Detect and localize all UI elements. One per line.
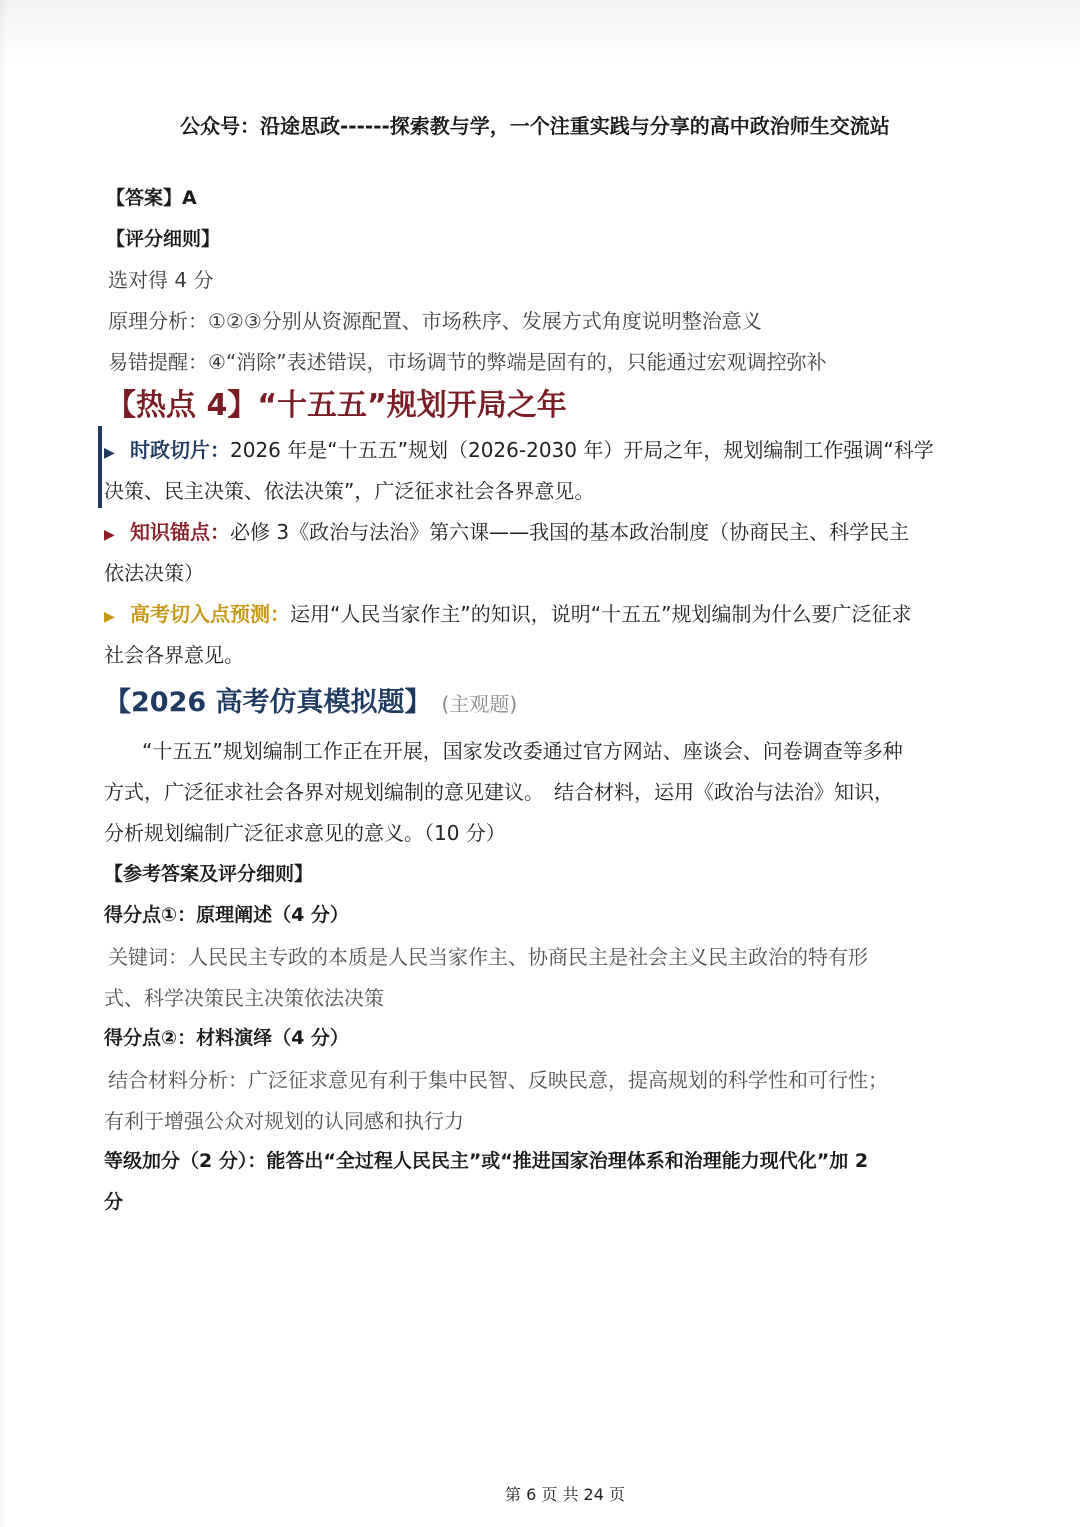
scoring-line-3: 易错提醒：④“消除”表述错误，市场调节的弊端是固有的，只能通过宏观调控弥补 <box>108 350 827 374</box>
bullet-3-label: 高考切入点预测： <box>130 602 290 626</box>
bullet-1-text: 2026 年是“十五五”规划（2026-2030 年）开局之年，规划编制工作强调“科学 <box>230 438 934 462</box>
bullet-3-text: 运用“人民当家作主”的知识，说明“十五五”规划编制为什么要广泛征求 <box>290 602 912 626</box>
scoring-title: 【评分细则】 <box>106 228 221 250</box>
question-line-2: 方式，广泛征求社会各界对规划编制的意见建议。 结合材料，运用《政治与法治》知识， <box>104 780 894 804</box>
question-line-3: 分析规划编制广泛征求意见的意义。（10 分） <box>104 821 506 845</box>
point-1-line-2: 式、科学决策民主决策依法决策 <box>104 986 384 1010</box>
bullet-1-label: 时政切片： <box>130 438 230 462</box>
scoring-line-2: 原理分析：①②③分别从资源配置、市场秩序、发展方式角度说明整治意义 <box>108 309 762 333</box>
point-2-line-1: 结合材料分析：广泛征求意见有利于集中民智、反映民意，提高规划的科学性和可行性； <box>108 1068 888 1092</box>
hotspot-title: 【热点 4】“十五五”规划开局之年 <box>106 388 567 423</box>
page-header: 公众号：沿途思政------探索教与学，一个注重实践与分享的高中政治师生交流站 <box>180 114 890 138</box>
triangle-bullet-icon: ▶ <box>104 527 115 543</box>
bullet-1-line-1 <box>104 434 934 463</box>
bullet-3-line-2: 社会各界意见。 <box>104 643 244 667</box>
point-2-title: 得分点②：材料演绎（4 分） <box>104 1027 349 1049</box>
triangle-bullet-icon: ▶ <box>104 609 115 625</box>
simulation-title-text: 【2026 高考仿真模拟题】 <box>104 687 432 718</box>
bullet-2-label: 知识锚点： <box>130 520 230 544</box>
bullet-2-line-1 <box>104 516 909 545</box>
scoring-line-1: 选对得 4 分 <box>108 268 214 292</box>
answer-line: 【答案】A <box>106 187 197 209</box>
triangle-bullet-icon: ▶ <box>104 445 115 461</box>
simulation-title <box>104 680 517 719</box>
bullet-3-line-1 <box>104 598 911 627</box>
bonus-line-2: 分 <box>104 1191 124 1213</box>
bonus-line-1: 等级加分（2 分）：能答出“全过程人民民主”或“推进国家治理体系和治理能力现代化”加 2 <box>104 1150 869 1172</box>
bullet-2-text: 必修 3《政治与法治》第六课——我国的基本政治制度（协商民主、科学民主 <box>230 520 910 544</box>
question-line-1: “十五五”规划编制工作正在开展，国家发改委通过官方网站、座谈会、问卷调查等多种 <box>142 739 903 763</box>
point-1-line-1: 关键词：人民民主专政的本质是人民当家作主、协商民主是社会主义民主政治的特有形 <box>108 945 868 969</box>
simulation-subtitle: (主观题) <box>441 692 518 716</box>
reference-title: 【参考答案及评分细则】 <box>104 863 314 885</box>
point-2-line-2: 有利于增强公众对规划的认同感和执行力 <box>104 1109 464 1133</box>
quote-bar <box>98 426 102 508</box>
bullet-1-line-2: 决策、民主决策、依法决策”，广泛征求社会各界意见。 <box>104 479 595 503</box>
bullet-2-line-2: 依法决策） <box>104 561 204 585</box>
page-footer: 第 6 页 共 24 页 <box>505 1485 625 1504</box>
point-1-title: 得分点①：原理阐述（4 分） <box>104 904 349 926</box>
